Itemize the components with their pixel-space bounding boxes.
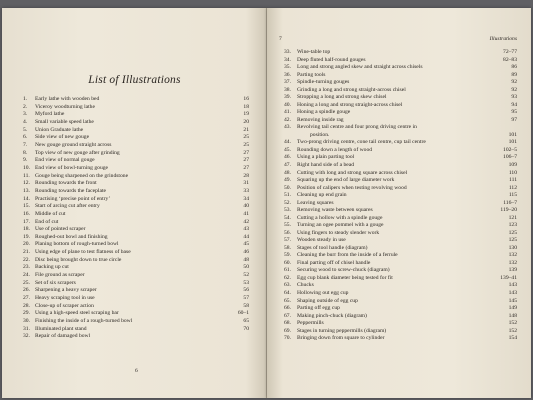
entry-caption: position.	[310, 131, 330, 138]
entry-caption: Revolving tail centre and four prong driving centre in	[297, 124, 417, 131]
entry-page: 40	[243, 203, 249, 210]
entry-page	[495, 124, 517, 132]
list-item	[284, 275, 517, 283]
list-item	[23, 326, 249, 334]
entry-caption: Gouge being sharpened on the grindstone	[35, 172, 129, 179]
entry-number: 4.	[23, 118, 28, 125]
left-illustration-list	[23, 96, 249, 341]
entry-page: 27	[243, 149, 249, 156]
entry-number: 8.	[23, 149, 28, 156]
right-page-number: 7	[279, 36, 282, 42]
list-item	[284, 215, 517, 223]
entry-caption: Securing wood to screw-chuck (diagram)	[297, 267, 390, 274]
entry-page: 41	[243, 210, 249, 217]
entry-caption: Honing a spindle gouge	[297, 109, 351, 116]
list-item	[284, 102, 517, 110]
entry-page: 132	[508, 252, 517, 259]
entry-caption: Early lathe with wooden bed	[35, 96, 100, 102]
entry-page: 148	[508, 312, 517, 319]
entry-page: 112	[508, 184, 517, 191]
list-item	[284, 200, 517, 208]
list-item	[284, 147, 517, 155]
entry-page: 43	[243, 226, 249, 233]
entry-number: 1.	[23, 96, 28, 102]
list-item	[284, 192, 517, 200]
list-item	[284, 64, 517, 72]
entry-page: 111	[509, 177, 517, 184]
entry-page: 130	[508, 244, 517, 251]
list-item	[284, 124, 517, 132]
list-title: List of Illustrations	[88, 74, 181, 86]
entry-caption: Rounding towards the faceplate	[35, 187, 106, 194]
entry-number: 70.	[284, 335, 291, 342]
entry-page: 33	[243, 187, 249, 194]
entry-page: 116–7	[503, 199, 517, 206]
entry-page: 70	[243, 325, 249, 332]
entry-caption: Honing a long and strong straight-across chisel	[297, 101, 403, 108]
entry-caption: Peppermills	[297, 320, 324, 327]
entry-number: 41.	[284, 109, 291, 116]
entry-caption: Top view of new gouge after grinding	[35, 149, 120, 156]
list-item	[284, 162, 517, 170]
list-item	[284, 260, 517, 268]
entry-page: 132	[508, 259, 517, 266]
entry-number: 35.	[284, 64, 291, 71]
entry-page: 152	[508, 320, 517, 327]
entry-number: 6.	[23, 134, 28, 141]
list-item	[284, 328, 517, 336]
entry-caption: Practising ‘precise point of entry’	[35, 195, 111, 202]
entry-caption: Stropping a long and strong skew chisel	[297, 94, 387, 101]
entry-number: 33.	[284, 49, 291, 55]
entry-caption: End view of normal gouge	[35, 157, 95, 164]
list-item	[284, 117, 517, 125]
entry-number: 60.	[284, 259, 291, 266]
entry-caption: Using fingers to steady slender work	[297, 229, 380, 236]
entry-page: 106–7	[503, 154, 517, 161]
entry-caption: Using edge of plane to test flatness of base	[35, 249, 131, 256]
entry-number: 12.	[23, 180, 30, 187]
entry-caption: Cleaning the burr from the inside of a ferrule	[297, 252, 398, 259]
entry-number: 58.	[284, 244, 291, 251]
entry-caption: Hollowing out egg cup	[297, 290, 349, 296]
running-header-title: Illustrations	[489, 36, 517, 42]
entry-caption: Making pinch-chuck (diagram)	[297, 312, 367, 319]
entry-caption: Sharpening a heavy scraper	[35, 287, 97, 294]
list-item	[23, 196, 249, 204]
entry-page: 93	[511, 94, 517, 101]
entry-number: 61.	[284, 267, 291, 274]
entry-caption: Viceroy woodturning lathe	[35, 103, 95, 110]
entry-page: 82–83	[503, 56, 517, 63]
entry-caption: Using a plain parting tool	[297, 154, 355, 161]
entry-caption: Myford lathe	[35, 111, 65, 118]
entry-number: 26.	[23, 287, 30, 294]
list-item	[284, 49, 517, 57]
entry-page: 139	[508, 267, 517, 274]
entry-page: 101	[508, 131, 517, 138]
entry-page: 42	[243, 218, 249, 225]
list-item	[23, 180, 249, 188]
entry-page: 50	[243, 264, 249, 271]
entry-number: 40.	[284, 101, 291, 108]
entry-number: 64.	[284, 290, 291, 296]
entry-number: 13.	[23, 187, 30, 194]
entry-page: 27	[243, 157, 249, 164]
entry-caption: Deep fluted half-round gouges	[297, 56, 366, 63]
entry-page: 102–5	[503, 146, 517, 153]
entry-page: 27	[243, 164, 249, 171]
entry-number: 2.	[23, 103, 28, 110]
entry-number: 42.	[284, 116, 291, 123]
entry-caption: Start of arcing cut after entry	[35, 203, 100, 210]
entry-number: 55.	[284, 222, 291, 229]
entry-page: 25	[243, 134, 249, 141]
list-item	[23, 203, 249, 211]
list-item	[284, 298, 517, 306]
entry-number: 46.	[284, 154, 291, 161]
entry-number: 66.	[284, 305, 291, 312]
list-item	[23, 165, 249, 173]
entry-caption: Egg cup blank diameter being tested for fit	[297, 274, 393, 281]
entry-number: 32.	[23, 333, 30, 340]
entry-page: 119–20	[500, 207, 517, 214]
entry-number: 27.	[23, 295, 30, 302]
list-item	[23, 173, 249, 181]
list-item	[284, 109, 517, 117]
list-item	[23, 96, 249, 104]
entry-number: 36.	[284, 71, 291, 78]
left-page-number: 6	[135, 368, 138, 374]
entry-caption: Cleaning up end grain	[297, 192, 347, 199]
entry-caption: Two-prong driving centre, cone tail centre, cup tail centre	[297, 139, 426, 146]
entry-number: 23.	[23, 264, 30, 271]
entry-caption: Union Graduate lathe	[35, 126, 84, 133]
entry-number: 47.	[284, 161, 291, 168]
entry-number: 11.	[23, 172, 30, 179]
entry-number: 50.	[284, 184, 291, 191]
entry-number: 67.	[284, 312, 291, 319]
entry-caption: Use of pointed scraper	[35, 226, 86, 233]
entry-number: 18.	[23, 226, 30, 233]
entry-number: 5.	[23, 126, 28, 133]
entry-number: 51.	[284, 192, 291, 199]
left-page	[2, 8, 267, 398]
list-item	[284, 335, 517, 343]
right-illustration-list	[284, 49, 517, 343]
entry-number: 9.	[23, 157, 28, 164]
list-item	[23, 249, 249, 257]
list-item	[23, 226, 249, 234]
entry-page: 25	[243, 141, 249, 148]
entry-page: 154	[508, 335, 517, 342]
list-item	[23, 295, 249, 303]
list-item	[23, 150, 249, 158]
entry-number: 39.	[284, 94, 291, 101]
entry-page: 121	[508, 214, 517, 221]
entry-page: 21	[243, 126, 249, 133]
entry-caption: Planing bottom of rough-turned bowl	[35, 241, 119, 248]
entry-number: 20.	[23, 241, 30, 248]
entry-caption: Rounding down a length of wood	[297, 146, 373, 153]
list-item	[23, 127, 249, 135]
entry-number: 59.	[284, 252, 291, 259]
entry-caption: Chucks	[297, 282, 314, 289]
entry-number: 7.	[23, 141, 28, 148]
list-item	[284, 170, 517, 178]
entry-number: 69.	[284, 327, 291, 334]
entry-caption: Illuminated plant stand	[35, 325, 87, 332]
entry-number: 15.	[23, 203, 30, 210]
list-item	[284, 245, 517, 253]
entry-page: 46	[243, 249, 249, 256]
list-item	[284, 230, 517, 238]
entry-number: 24.	[23, 272, 30, 279]
entry-page: 52	[243, 272, 249, 279]
list-item	[284, 313, 517, 321]
list-item	[23, 234, 249, 242]
entry-caption: Squaring up the end of large diameter work	[297, 177, 395, 184]
list-item	[23, 211, 249, 219]
list-item	[284, 185, 517, 193]
list-item	[23, 219, 249, 227]
entry-number: 21.	[23, 249, 30, 256]
entry-caption: Cutting with long and strong square across chisel	[297, 169, 408, 176]
entry-number: 68.	[284, 320, 291, 327]
entry-caption: End view of bowl-turning gouge	[35, 164, 109, 171]
entry-caption: Bringing down from square to cylinder	[297, 335, 385, 342]
entry-caption: Rounding towards the front	[35, 180, 97, 187]
entry-caption: Parting off egg cup	[297, 305, 340, 312]
entry-number: 44.	[284, 139, 291, 146]
entry-number	[284, 132, 297, 140]
entry-caption: Heavy scraping tool in use	[35, 295, 95, 302]
entry-caption: Spindle-turning gouges	[297, 79, 350, 86]
entry-page: 86	[511, 64, 517, 71]
list-item	[23, 264, 249, 272]
entry-caption: Wine-table top	[297, 49, 331, 55]
list-item	[284, 87, 517, 95]
entry-number: 10.	[23, 164, 30, 171]
entry-page: 115	[508, 192, 517, 199]
list-item	[23, 318, 249, 326]
entry-caption: Side view of new gouge	[35, 134, 90, 141]
entry-caption: Disc being brought down to true circle	[35, 256, 122, 263]
list-item	[284, 154, 517, 162]
entry-caption: Middle of cut	[35, 210, 66, 217]
entry-page: 56	[243, 287, 249, 294]
entry-number: 52.	[284, 199, 291, 206]
entry-page: 31	[243, 180, 249, 187]
entry-caption: Stages in turning peppermills (diagram)	[297, 327, 387, 334]
entry-page: 149	[508, 305, 517, 312]
list-item	[284, 290, 517, 298]
entry-page: 94	[511, 101, 517, 108]
entry-page: 58	[243, 302, 249, 309]
entry-number: 17.	[23, 218, 30, 225]
entry-caption: Wooden steady in use	[297, 237, 346, 244]
entry-page: 143	[508, 290, 517, 296]
entry-caption: Turning an ogee pommel with a gouge	[297, 222, 384, 229]
list-item	[284, 320, 517, 328]
entry-caption: Position of calipers when testing revolving wood	[297, 184, 407, 191]
entry-number: 25.	[23, 279, 30, 286]
entry-page: 72–77	[503, 49, 517, 55]
entry-caption: Finishing the inside of a rough-turned bowl	[35, 318, 133, 325]
entry-page: 34	[243, 195, 249, 202]
entry-page: 53	[243, 279, 249, 286]
entry-page: 110	[508, 169, 517, 176]
list-item	[284, 252, 517, 260]
list-item	[23, 241, 249, 249]
entry-number: 34.	[284, 56, 291, 63]
entry-number: 16.	[23, 210, 30, 217]
list-item	[23, 272, 249, 280]
list-item	[284, 237, 517, 245]
list-item	[284, 79, 517, 87]
entry-page	[227, 333, 249, 341]
entry-page: 18	[243, 103, 249, 110]
entry-page: 125	[508, 237, 517, 244]
entry-caption: File ground as scraper	[35, 272, 85, 279]
entry-number: 43.	[284, 124, 291, 131]
list-item	[23, 142, 249, 150]
entry-page: 28	[243, 172, 249, 179]
list-item	[23, 257, 249, 265]
list-item	[23, 157, 249, 165]
list-item	[23, 303, 249, 311]
entry-page: 101	[508, 139, 517, 146]
entry-page: 109	[508, 161, 517, 168]
entry-number: 48.	[284, 169, 291, 176]
entry-page: 20	[243, 118, 249, 125]
entry-number: 37.	[284, 79, 291, 86]
list-item	[23, 333, 249, 341]
entry-caption: Backing up cut	[35, 264, 69, 271]
entry-number: 45.	[284, 146, 291, 153]
list-item	[23, 310, 249, 318]
list-item	[284, 267, 517, 275]
entry-caption: Set of six scrapers	[35, 279, 76, 286]
entry-number: 57.	[284, 237, 291, 244]
entry-caption: Using a high-speed steel scraping bar	[35, 310, 119, 317]
entry-caption: Long and strong angled skew and straight across chisels	[297, 64, 423, 71]
entry-caption: Removing waste between squares	[297, 207, 373, 214]
entry-page: 89	[511, 71, 517, 78]
entry-number: 14.	[23, 195, 30, 202]
entry-caption: Parting tools	[297, 71, 326, 78]
entry-caption: Roughed-out bowl and finishing	[35, 233, 108, 240]
entry-page: 48	[243, 256, 249, 263]
entry-caption: Grinding a long and strong straight-across chisel	[297, 86, 406, 93]
entry-number: 38.	[284, 86, 291, 93]
entry-number: 56.	[284, 229, 291, 236]
entry-caption: End of cut	[35, 218, 59, 225]
list-item	[23, 104, 249, 112]
list-item	[284, 72, 517, 80]
entry-page: 152	[508, 327, 517, 334]
right-page	[267, 8, 531, 398]
entry-number: 54.	[284, 214, 291, 221]
entry-number: 29.	[23, 310, 30, 317]
entry-page: 125	[508, 229, 517, 236]
list-item	[23, 287, 249, 295]
entry-page: 45	[243, 241, 249, 248]
entry-number: 30.	[23, 318, 30, 325]
list-item	[284, 132, 517, 140]
entry-page: 65	[243, 318, 249, 325]
list-item	[284, 282, 517, 290]
entry-number: 19.	[23, 233, 30, 240]
entry-caption: Cutting a hollow with a spindle gouge	[297, 214, 383, 221]
entry-number: 53.	[284, 207, 291, 214]
entry-number: 49.	[284, 177, 291, 184]
list-item	[284, 57, 517, 65]
entry-page: 97	[511, 116, 517, 123]
entry-caption: Leaving squares	[297, 199, 334, 206]
list-item	[23, 188, 249, 196]
entry-caption: Removing inside rag	[297, 116, 344, 123]
entry-caption: Small variable speed lathe	[35, 118, 94, 125]
entry-page: 123	[508, 222, 517, 229]
entry-number: 22.	[23, 256, 30, 263]
entry-caption: Stages of tool handle (diagram)	[297, 244, 368, 251]
entry-page: 145	[508, 297, 517, 304]
entry-number: 62.	[284, 274, 291, 281]
entry-page: 95	[511, 109, 517, 116]
entry-caption: Shaping outside of egg cup	[297, 297, 358, 304]
list-item	[284, 305, 517, 313]
entry-caption: Repair of damaged bowl	[35, 333, 91, 340]
entry-page: 57	[243, 295, 249, 302]
entry-number: 3.	[23, 111, 28, 118]
list-item	[23, 134, 249, 142]
entry-page: 139–41	[500, 274, 517, 281]
entry-page: 92	[511, 86, 517, 93]
entry-page: 92	[511, 79, 517, 86]
list-item	[284, 94, 517, 102]
entry-page: 16	[243, 96, 249, 102]
entry-page: 19	[243, 111, 249, 118]
entry-page: 143	[508, 282, 517, 289]
entry-caption: Right hand side of a bead	[297, 161, 355, 168]
list-item	[284, 139, 517, 147]
entry-page: 60–1	[237, 310, 249, 317]
entry-caption: Close-up of scraper action	[35, 302, 94, 309]
entry-number: 65.	[284, 297, 291, 304]
entry-number: 28.	[23, 302, 30, 309]
entry-caption: Final parting off of chisel handle	[297, 259, 371, 266]
list-item	[284, 222, 517, 230]
entry-number: 63.	[284, 282, 291, 289]
entry-page: 44	[243, 233, 249, 240]
list-item	[23, 280, 249, 288]
list-item	[23, 111, 249, 119]
list-item	[284, 207, 517, 215]
list-item	[284, 177, 517, 185]
entry-number: 31.	[23, 325, 30, 332]
entry-caption: New gouge ground straight across	[35, 141, 112, 148]
list-item	[23, 119, 249, 127]
